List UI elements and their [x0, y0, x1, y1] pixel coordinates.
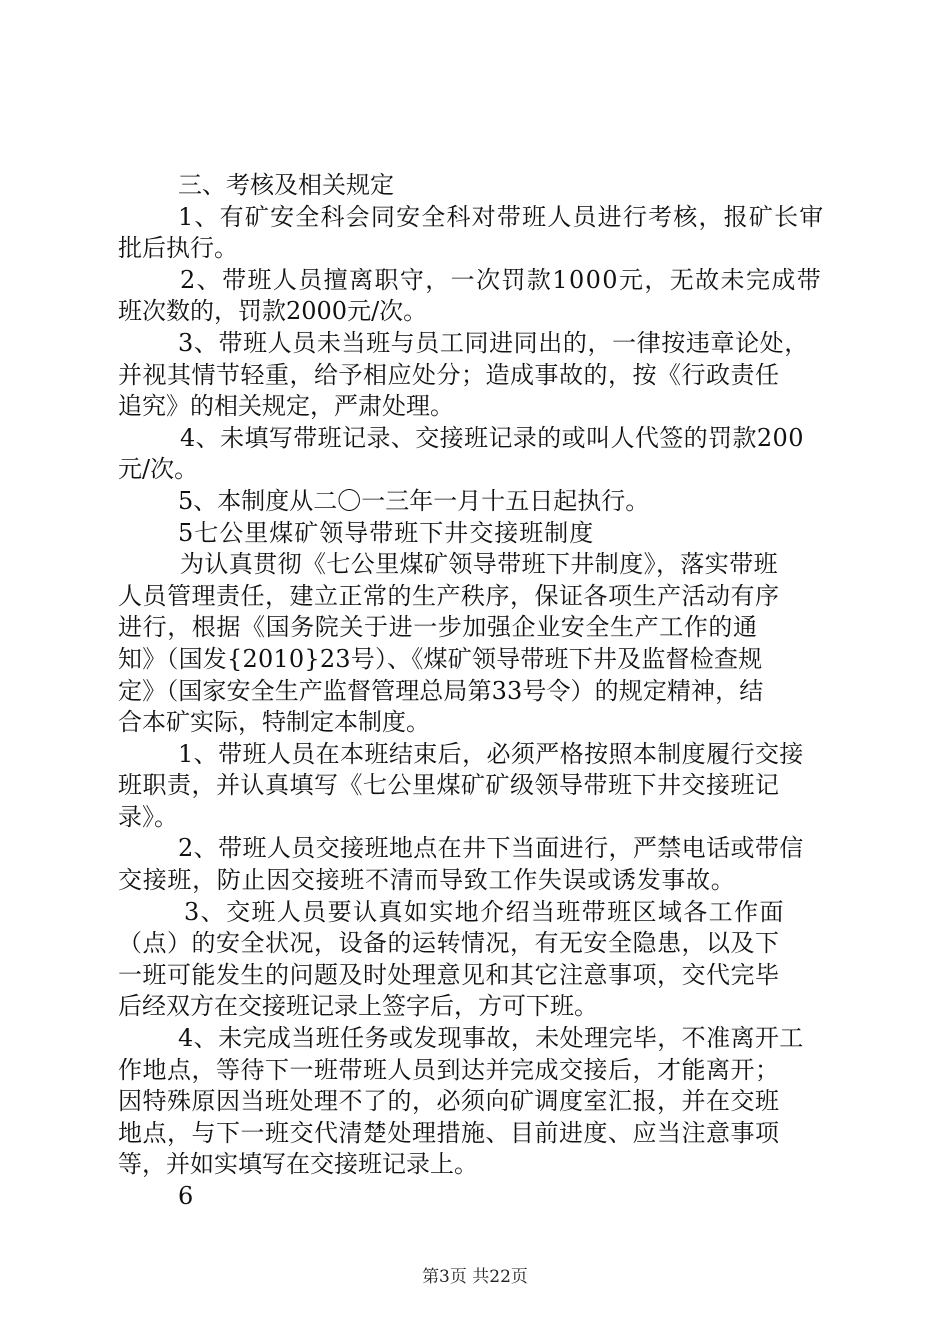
paragraph-line: 2、带班人员擅离职守，一次罚款1000元，无故未完成带: [180, 265, 823, 294]
paragraph-line: 合本矿实际，特制定本制度。: [118, 708, 430, 737]
paragraph-line: 4、未填写带班记录、交接班记录的或叫人代签的罚款200: [180, 423, 804, 452]
paragraph-line: 班次数的，罚款2000元/次。: [118, 297, 428, 326]
paragraph-line: （点）的安全状况，设备的运转情况，有无安全隐患，以及下: [118, 929, 780, 958]
paragraph-line: 4、未完成当班任务或发现事故，未处理完毕，不准离开工: [178, 1024, 804, 1053]
section-number: 6: [178, 1182, 194, 1210]
paragraph-line: 知》（国发{2010}23号）、《煤矿领导带班下井及监督检查规: [118, 644, 763, 673]
paragraph-line: 录》。: [118, 802, 178, 831]
paragraph-line: 5、本制度从二〇一三年一月十五日起执行。: [178, 486, 650, 515]
paragraph-line: 追究》的相关规定，严肃处理。: [118, 392, 454, 421]
paragraph-line: 班职责，并认真填写《七公里煤矿矿级领导带班下井交接班记: [118, 771, 780, 800]
paragraph-line: 一班可能发生的问题及时处理意见和其它注意事项，交代完毕: [118, 960, 780, 989]
paragraph-line: 3、带班人员未当班与员工同进同出的，一律按违章论处，: [178, 328, 809, 357]
paragraph-line: 定》（国家安全生产监督管理总局第33号令）的规定精神，结: [118, 676, 764, 705]
section-heading: 5七公里煤矿领导带班下井交接班制度: [178, 518, 595, 547]
paragraph-line: 因特殊原因当班处理不了的，必须向矿调度室汇报，并在交班: [118, 1087, 780, 1116]
paragraph-line: 2、带班人员交接班地点在井下当面进行，严禁电话或带信: [178, 834, 804, 863]
paragraph-line: 人员管理责任，建立正常的生产秩序，保证各项生产活动有序: [118, 581, 780, 610]
paragraph-line: 1、带班人员在本班结束后，必须严格按照本制度履行交接: [178, 739, 804, 768]
paragraph-line: 1、有矿安全科会同安全科对带班人员进行考核，报矿长审: [178, 202, 825, 231]
paragraph-line: 为认真贯彻《七公里煤矿领导带班下井制度》，落实带班: [180, 550, 778, 579]
paragraph-line: 3、交班人员要认真如实地介绍当班带班区域各工作面: [184, 897, 785, 926]
paragraph-line: 批后执行。: [118, 234, 238, 263]
document-body: [118, 170, 834, 1213]
paragraph-line: 进行，根据《国务院关于进一步加强企业安全生产工作的通: [118, 613, 758, 642]
paragraph-line: 后经双方在交接班记录上签字后，方可下班。: [118, 992, 598, 1021]
paragraph-line: 等，并如实填写在交接班记录上。: [118, 1150, 478, 1179]
paragraph-line: 并视其情节轻重，给予相应处分；造成事故的，按《行政责任: [118, 360, 780, 389]
paragraph-line: 交接班，防止因交接班不清而导致工作失误或诱发事故。: [118, 866, 736, 895]
paragraph-line: 地点，与下一班交代清楚处理措施、目前进度、应当注意事项: [118, 1118, 780, 1147]
paragraph-line: 元/次。: [118, 455, 199, 484]
section-heading: 三、考核及相关规定: [178, 171, 394, 199]
page-number-footer: 第3页 共22页: [422, 1267, 528, 1287]
paragraph-line: 作地点，等待下一班带班人员到达并完成交接后，才能离开；: [118, 1055, 780, 1084]
